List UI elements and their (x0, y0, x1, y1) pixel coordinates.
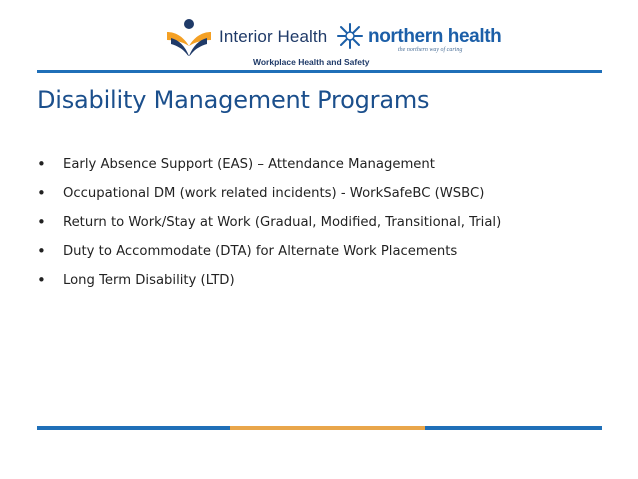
interior-health-logo-icon (165, 18, 213, 58)
bullet-text: Occupational DM (work related incidents) - WorkSafeBC (WSBC) (63, 186, 485, 201)
interior-health-logo-text: Interior Health (219, 27, 328, 46)
bullet-text: Duty to Accommodate (DTA) for Alternate Work Placements (63, 244, 458, 259)
bullet-icon: • (37, 271, 46, 289)
footer-divider-orange (230, 426, 425, 430)
bullet-text: Early Absence Support (EAS) – Attendance Management (63, 157, 435, 172)
bullet-icon: • (37, 184, 46, 202)
footer-divider-blue-left (37, 426, 230, 430)
bullet-icon: • (37, 155, 46, 173)
northern-health-logo-icon (333, 20, 367, 52)
title-divider (37, 70, 602, 73)
workplace-health-banner: Workplace Health and Safety (253, 57, 370, 67)
bullet-icon: • (37, 213, 46, 231)
bullet-text: Long Term Disability (LTD) (63, 273, 235, 288)
footer-divider (37, 426, 602, 430)
header-logos (0, 0, 638, 70)
northern-health-logo-text: northern health (368, 26, 502, 47)
slide-title: Disability Management Programs (37, 86, 430, 114)
northern-health-tagline: the northern way of caring (398, 47, 463, 53)
footer-divider-blue-right (425, 426, 602, 430)
bullet-text: Return to Work/Stay at Work (Gradual, Modified, Transitional, Trial) (63, 215, 502, 230)
bullet-icon: • (37, 242, 46, 260)
